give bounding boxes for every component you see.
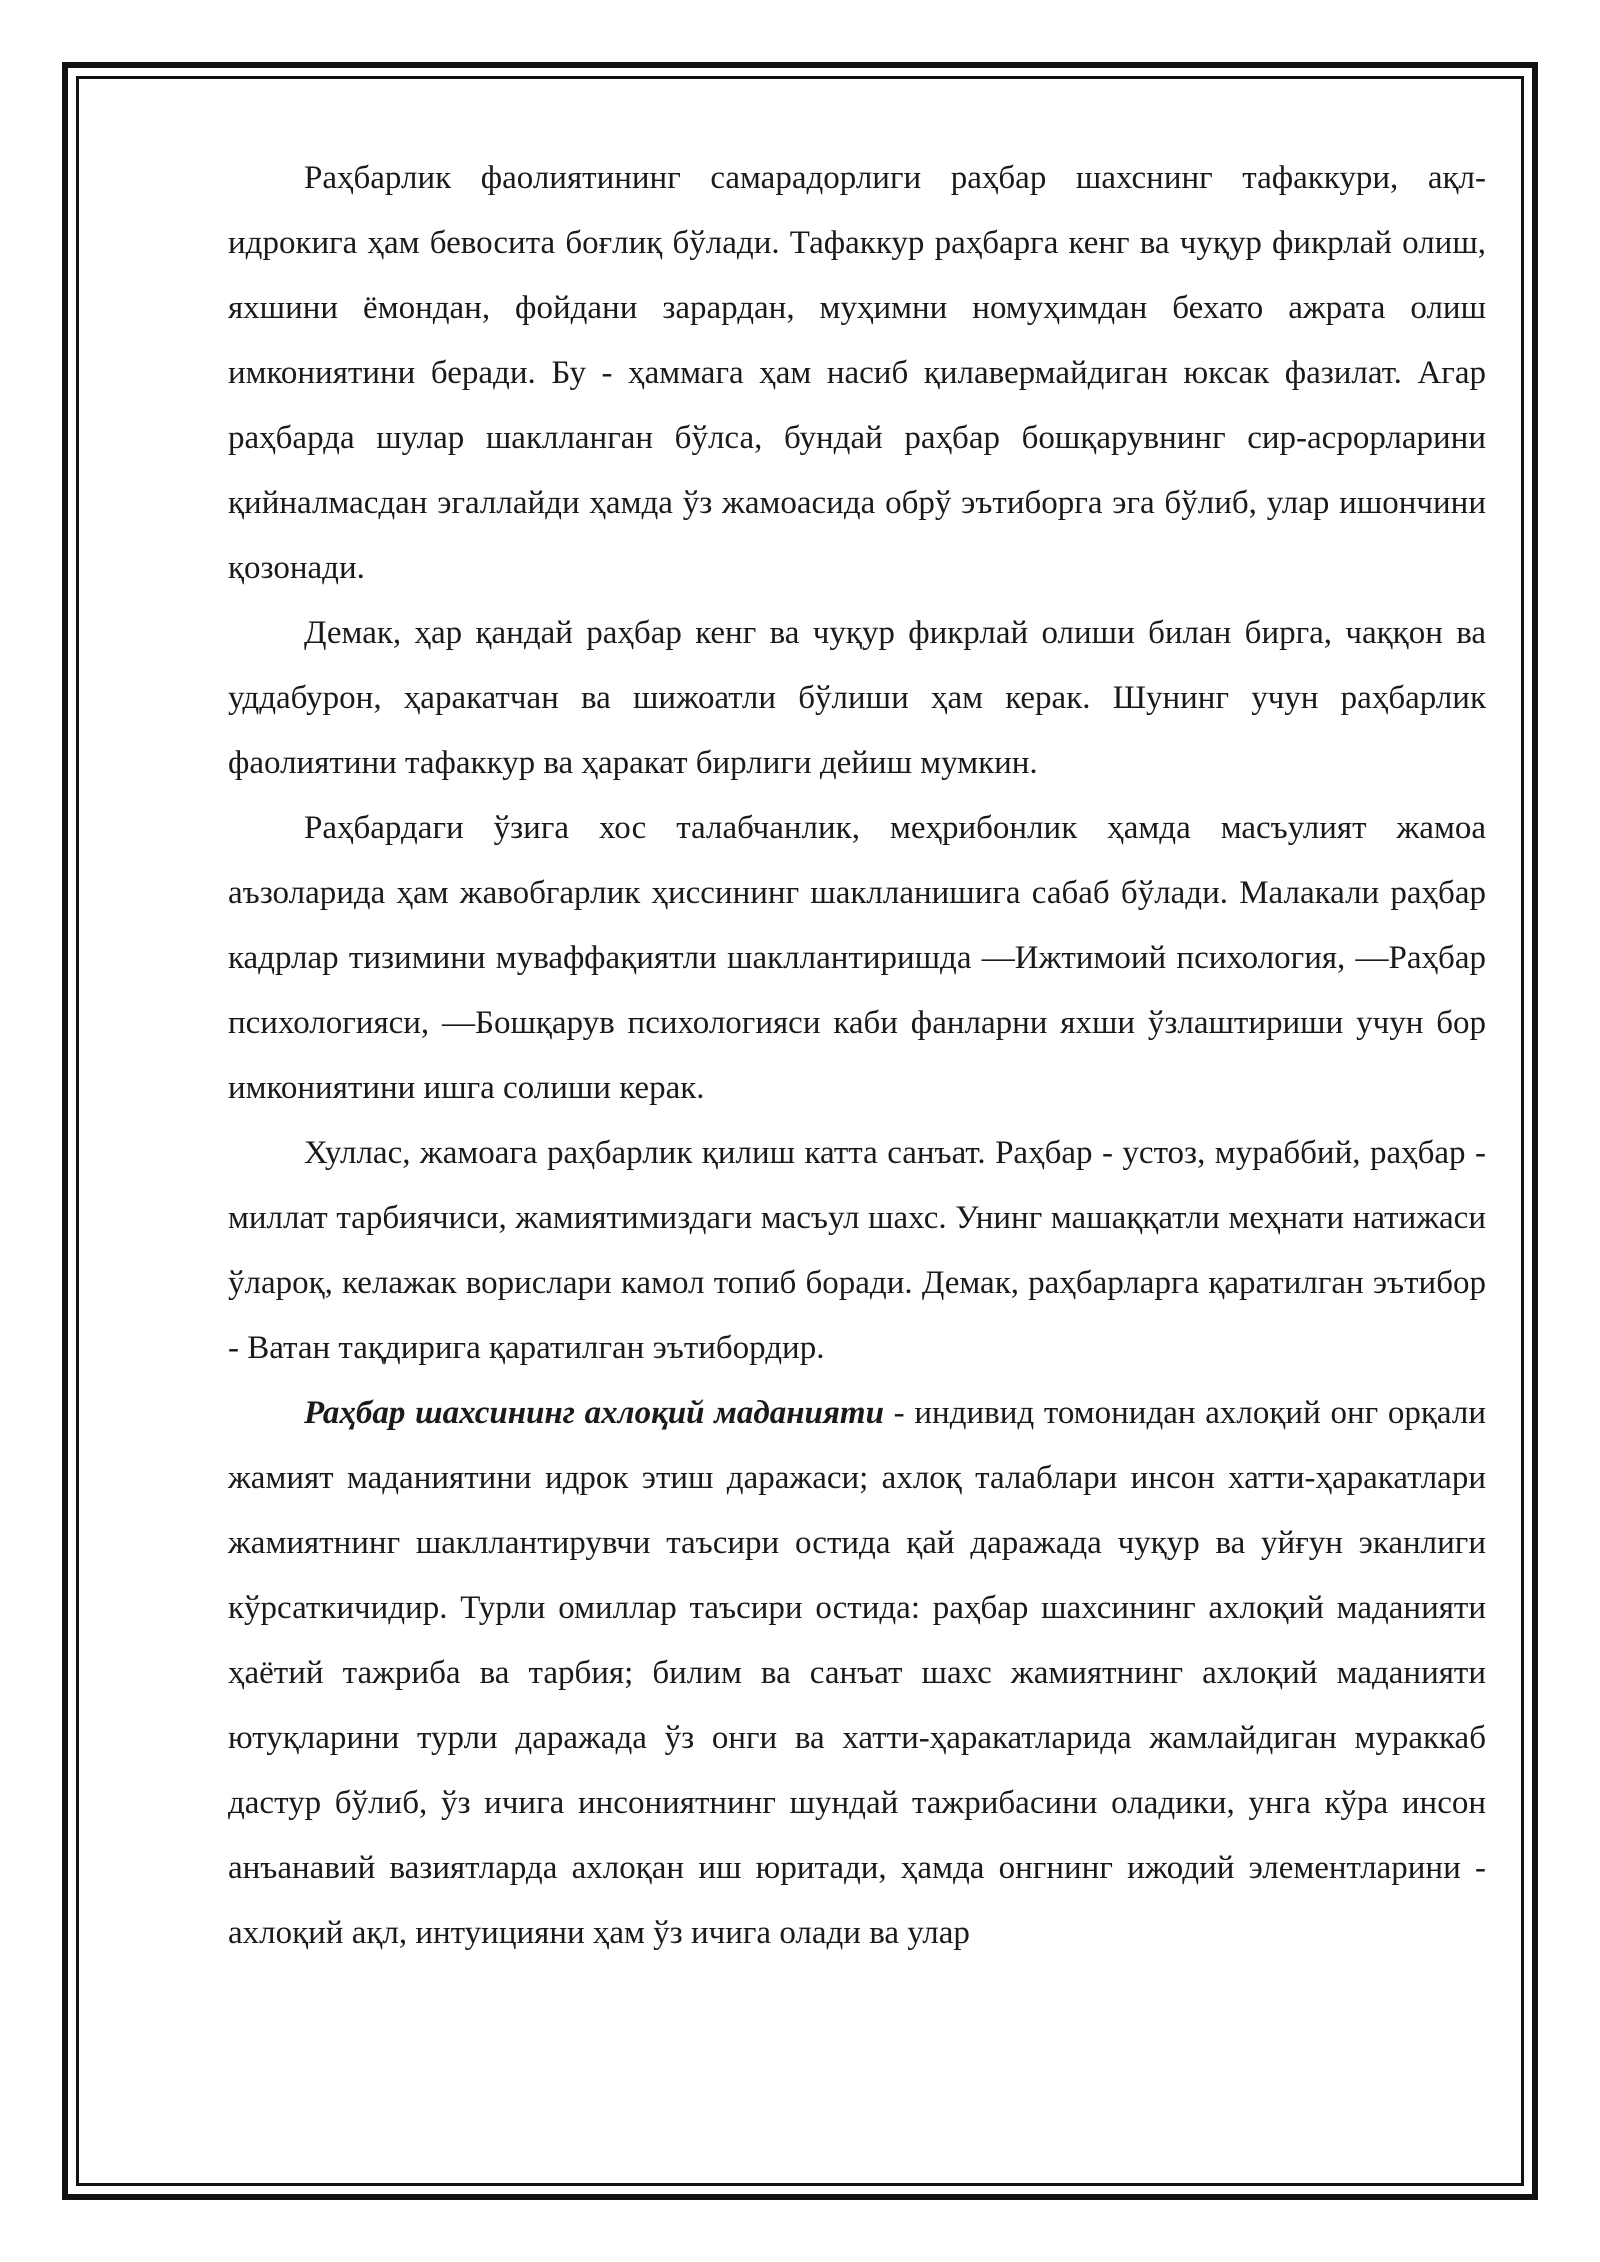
paragraph-definition — [228, 1381, 1486, 1966]
paragraph-1: Раҳбарлик фаолиятининг самарадорлиги раҳбар шахснинг тафаккури, ақл-идрокига ҳам бевосита боғлиқ бўлади. Тафаккур раҳбарга кенг ва чуқур фикрлай олиш, яхшини ёмондан, фойдани зарардан, муҳимни номуҳимдан бехато ажрата олиш имкониятини беради. Бу - ҳаммага ҳам насиб қилавермайдиган юксак фазилат. Агар раҳбарда шулар шаклланган бўлса, бундай раҳбар бошқарувнинг сир-асрорларини қийналмасдан эгаллайди ҳамда ўз жамоасида обрў эътиборга эга бўлиб, улар ишончини қозонади. — [228, 160, 1486, 586]
paragraph-4: Хуллас, жамоага раҳбарлик қилиш катта санъат. Раҳбар - устоз, мураббий, раҳбар - миллат тарбиячиси, жамиятимиздаги масъул шахс. Унинг машаққатли меҳнати натижаси ўлароқ, келажак ворислари камол топиб боради. Демак, раҳбарларга қаратилган эътибор - Ватан тақдирига қаратилган эътибордир. — [228, 1135, 1486, 1366]
document-body — [228, 146, 1486, 1966]
definition-text: - индивид томонидан ахлоқий онг орқали жамият маданиятини идрок этиш даражаси; ахлоқ талаблари инсон хатти-ҳаракатлари жамиятнинг шакллантирувчи таъсири остида қай даражада чуқур ва уйғун эканлиги кўрсаткичидир. Турли омиллар таъсири остида: раҳбар шахсининг ахлоқий маданияти ҳаётий тажриба ва тарбия; билим ва санъат шахс жамиятнинг ахлоқий маданияти ютуқларини турли даражада ўз онги ва хатти-ҳаракатларида жамлайдиган мураккаб дастур бўлиб, ўз ичига инсониятнинг шундай тажрибасини оладики, унга кўра инсон анъанавий вазиятларда ахлоқан иш юритади, ҳамда онгнинг ижодий элементларини - ахлоқий ақл, интуицияни ҳам ўз ичига олади ва улар — [228, 1395, 1486, 1951]
paragraph-3: Раҳбардаги ўзига хос талабчанлик, меҳрибонлик ҳамда масъулият жамоа аъзоларида ҳам жавобгарлик ҳиссининг шаклланишига сабаб бўлади. Малакали раҳбар кадрлар тизимини муваффақиятли шакллантиришда ―Ижтимоий психология, ―Раҳбар психологияси, ―Бошқарув психологияси каби фанларни яхши ўзлаштириши учун бор имкониятини ишга солиши керак. — [228, 810, 1486, 1106]
paragraph-2: Демак, ҳар қандай раҳбар кенг ва чуқур фикрлай олиши билан бирга, чаққон ва уддабурон, ҳаракатчан ва шижоатли бўлиши ҳам керак. Шунинг учун раҳбарлик фаолиятини тафаккур ва ҳаракат бирлиги дейиш мумкин. — [228, 615, 1486, 781]
definition-term: Раҳбар шахсининг ахлоқий маданияти — [304, 1395, 884, 1431]
